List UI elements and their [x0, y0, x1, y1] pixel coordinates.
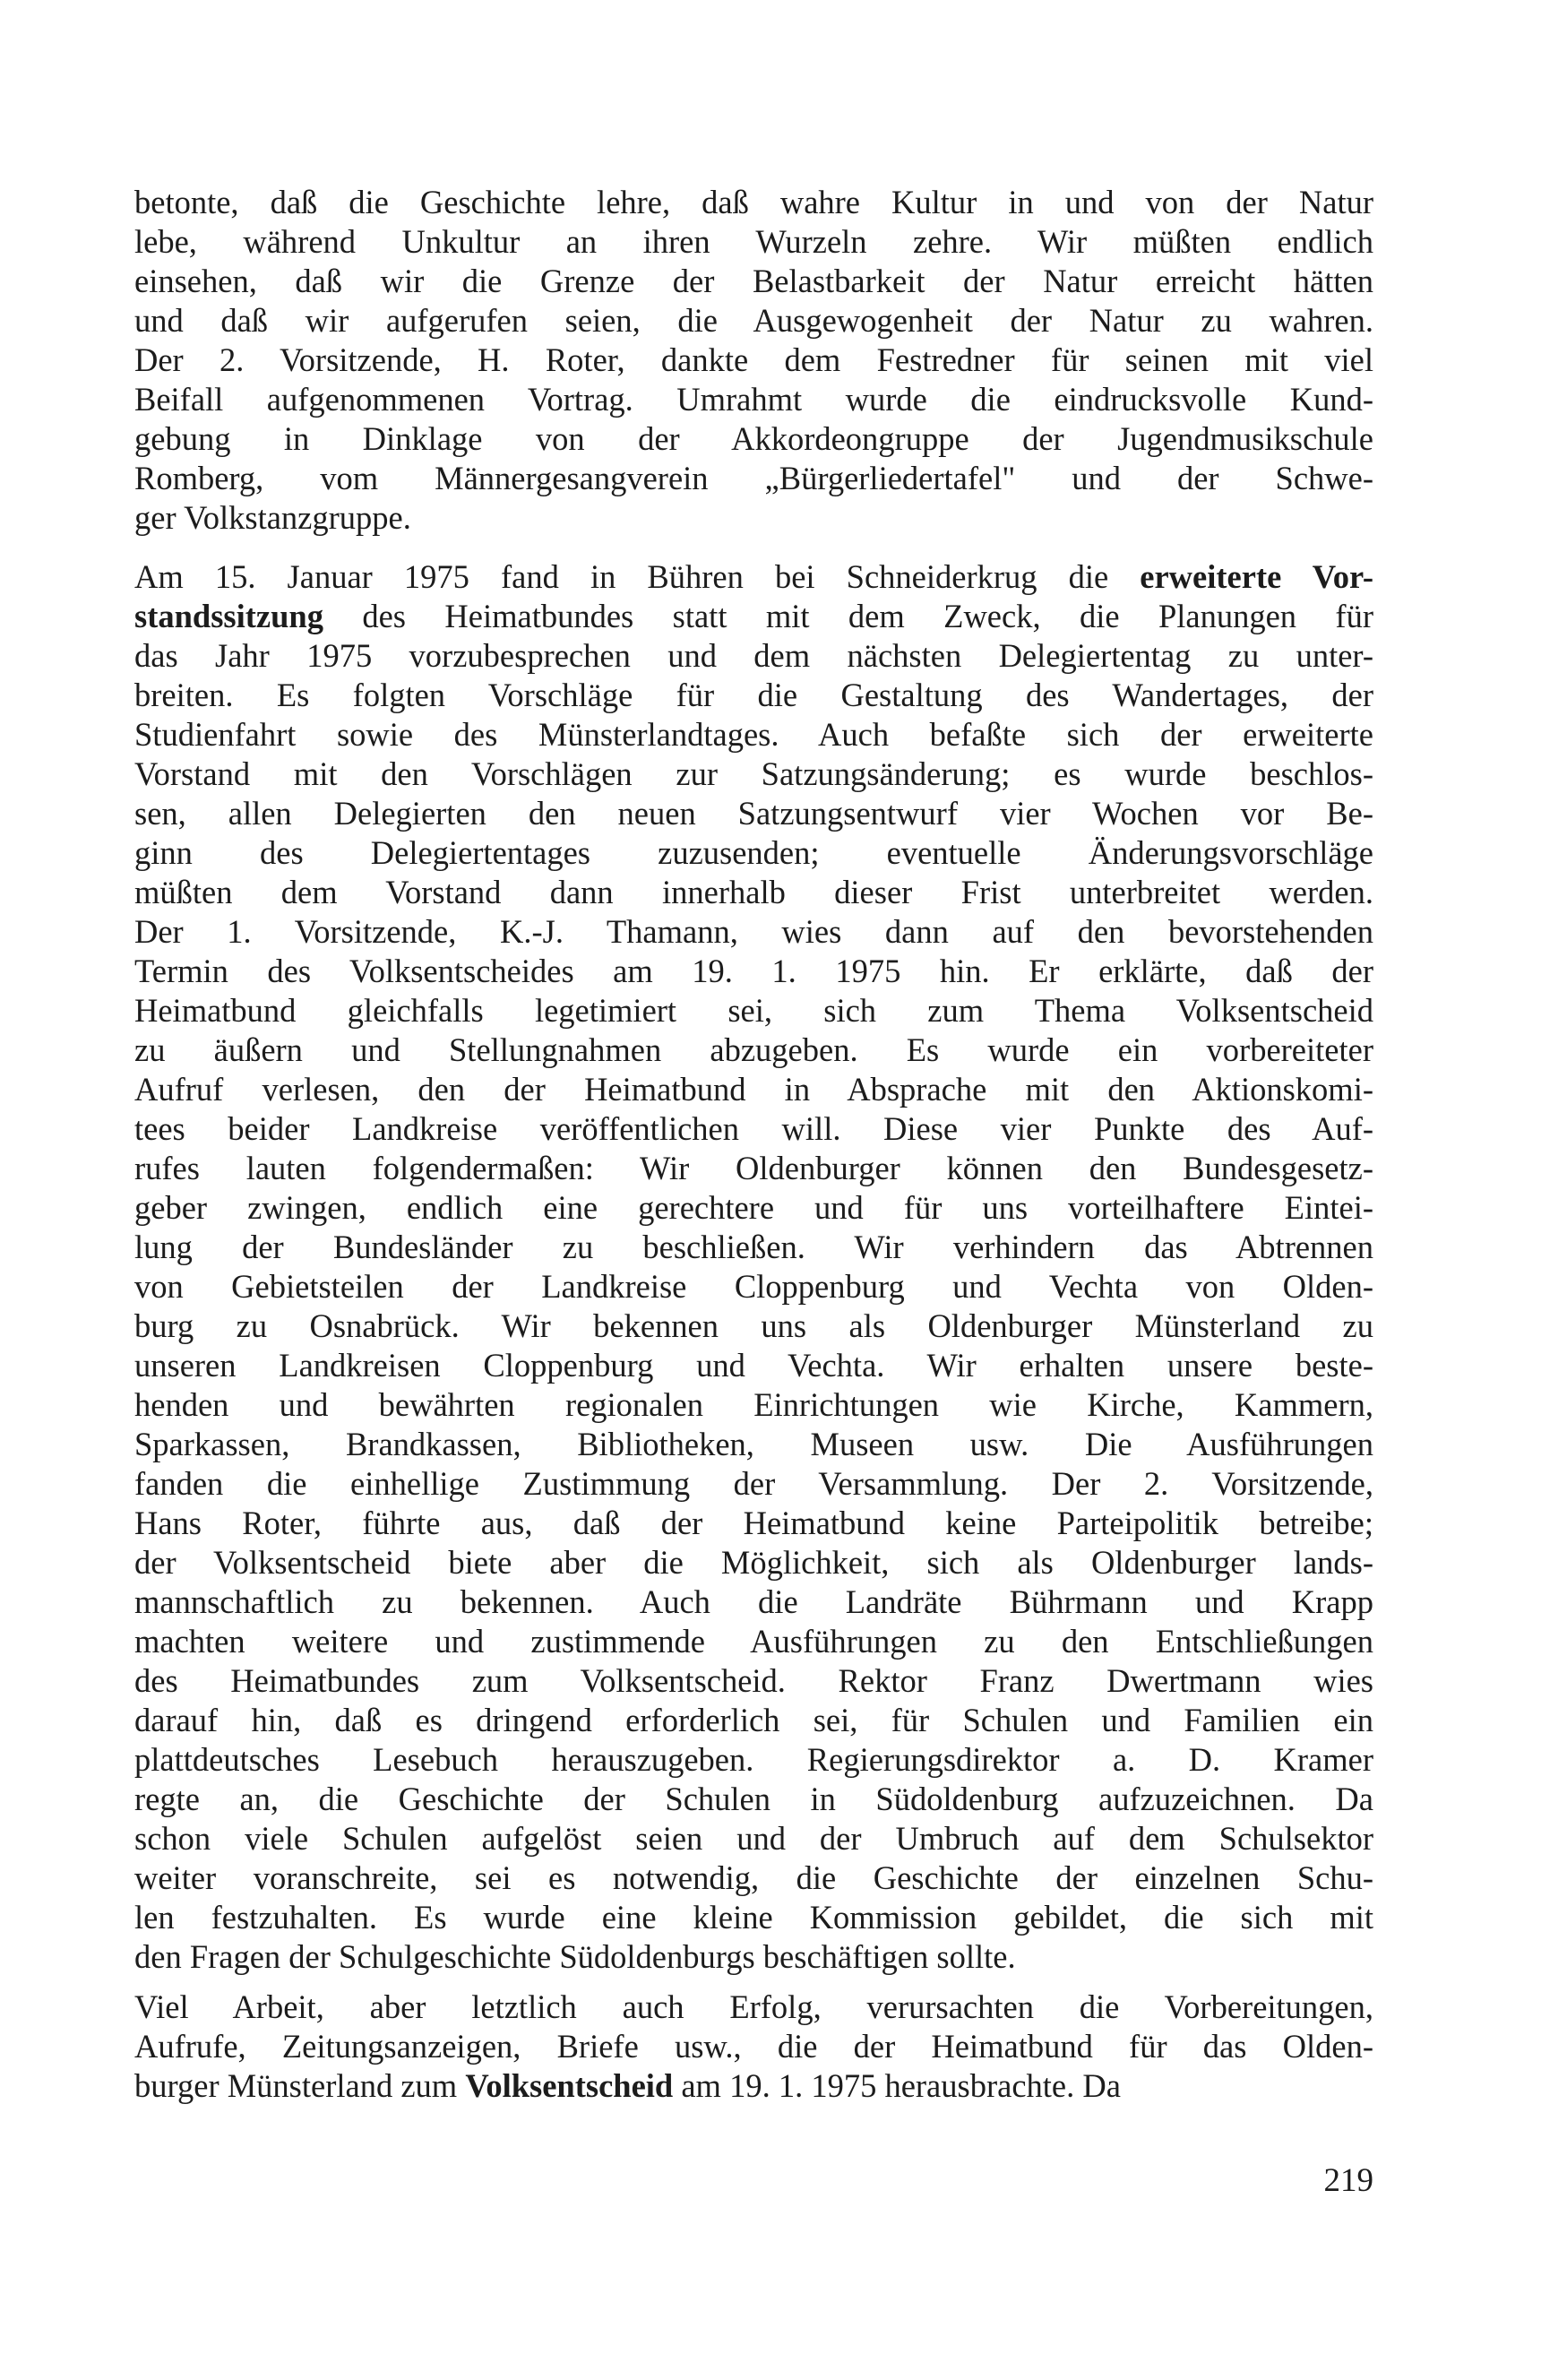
text-line	[134, 1858, 1373, 1898]
text-span: weiter voranschreite, sei es notwendig, die Geschichte der einzelnen Schu-	[134, 1859, 1373, 1896]
text-line	[134, 341, 1373, 380]
text-line	[134, 498, 1373, 538]
text-line	[134, 912, 1373, 952]
text-line	[134, 1937, 1373, 1977]
text-span: Am 15. Januar 1975 fand in Bühren bei Schneiderkrug die	[134, 558, 1141, 595]
text-span: burg zu Osnabrück. Wir bekennen uns als Oldenburger Münsterland zu	[134, 1307, 1373, 1344]
text-span: sen, allen Delegierten den neuen Satzungsentwurf vier Wochen vor Be-	[134, 795, 1373, 832]
text-line	[134, 1898, 1373, 1937]
text-span: zu äußern und Stellungnahmen abzugeben. Es wurde ein vorbereiteter	[134, 1031, 1373, 1068]
text-span: müßten dem Vorstand dann innerhalb dieser Frist unterbreitet werden.	[134, 874, 1373, 910]
text-line	[134, 1306, 1373, 1346]
text-span: burger Münsterland zum	[134, 2067, 466, 2104]
text-line	[134, 1385, 1373, 1425]
text-span: das Jahr 1975 vorzubesprechen und dem nächsten Delegiertentag zu unter-	[134, 637, 1373, 674]
text-line	[134, 1988, 1373, 2027]
text-line	[134, 1622, 1373, 1661]
text-span: unseren Landkreisen Cloppenburg und Vechta. Wir erhalten unsere beste-	[134, 1347, 1373, 1384]
text-span: von Gebietsteilen der Landkreise Cloppenburg und Vechta von Olden-	[134, 1268, 1373, 1305]
text-line	[134, 459, 1373, 498]
text-span: des Heimatbundes statt mit dem Zweck, die Planungen für	[323, 598, 1373, 634]
text-line	[134, 1070, 1373, 1109]
paragraph	[134, 557, 1373, 1977]
text-span: Romberg, vom Männergesangverein „Bürgerliedertafel" und der Schwe-	[134, 460, 1373, 496]
text-line	[134, 755, 1373, 794]
text-span: und daß wir aufgerufen seien, die Ausgewogenheit der Natur zu wahren.	[134, 302, 1373, 339]
bold-text: standssitzung	[134, 598, 323, 634]
text-span: machten weitere und zustimmende Ausführungen zu den Entschließungen	[134, 1623, 1373, 1660]
text-line	[134, 1780, 1373, 1819]
bold-text: Volksentscheid	[465, 2067, 674, 2104]
text-span: Der 2. Vorsitzende, H. Roter, dankte dem Festredner für seinen mit viel	[134, 341, 1373, 378]
text-line	[134, 1149, 1373, 1188]
text-span: ger Volkstanzgruppe.	[134, 499, 411, 536]
text-line	[134, 557, 1373, 597]
text-span: den Fragen der Schulgeschichte Südoldenburgs beschäftigen sollte.	[134, 1938, 1016, 1975]
text-line	[134, 380, 1373, 419]
text-span: Heimatbund gleichfalls legetimiert sei, sich zum Thema Volksentscheid	[134, 992, 1373, 1029]
text-line	[134, 1701, 1373, 1740]
text-span: Aufruf verlesen, den der Heimatbund in Absprache mit den Aktionskomi-	[134, 1071, 1373, 1108]
text-line	[134, 183, 1373, 222]
text-span: len festzuhalten. Es wurde eine kleine Kommission gebildet, die sich mit	[134, 1899, 1373, 1936]
text-span: schon viele Schulen aufgelöst seien und der Umbruch auf dem Schulsektor	[134, 1820, 1373, 1857]
text-line	[134, 2027, 1373, 2066]
text-line	[134, 794, 1373, 833]
text-span: rufes lauten folgendermaßen: Wir Oldenburger können den Bundesgesetz-	[134, 1150, 1373, 1186]
text-span: lebe, während Unkultur an ihren Wurzeln zehre. Wir müßten endlich	[134, 223, 1373, 260]
text-line	[134, 1543, 1373, 1582]
text-line	[134, 1740, 1373, 1780]
text-line	[134, 1661, 1373, 1701]
text-line	[134, 1030, 1373, 1070]
text-span: Studienfahrt sowie des Münsterlandtages. Auch befaßte sich der erweiterte	[134, 716, 1373, 753]
text-line	[134, 419, 1373, 459]
text-span: gebung in Dinklage von der Akkordeongruppe der Jugendmusikschule	[134, 420, 1373, 457]
text-span: am 19. 1. 1975 herausbrachte. Da	[673, 2067, 1121, 2104]
text-span: henden und bewährten regionalen Einrichtungen wie Kirche, Kammern,	[134, 1386, 1373, 1423]
paragraph	[134, 183, 1373, 538]
text-span: Aufrufe, Zeitungsanzeigen, Briefe usw., die der Heimatbund für das Olden-	[134, 2028, 1373, 2065]
text-line	[134, 1464, 1373, 1504]
text-line	[134, 1267, 1373, 1306]
text-line	[134, 636, 1373, 676]
text-line	[134, 991, 1373, 1030]
text-line	[134, 1228, 1373, 1267]
text-span: Der 1. Vorsitzende, K.-J. Thamann, wies dann auf den bevorstehenden	[134, 913, 1373, 950]
text-span: regte an, die Geschichte der Schulen in Südoldenburg aufzuzeichnen. Da	[134, 1781, 1373, 1817]
text-line	[134, 1109, 1373, 1149]
text-line	[134, 262, 1373, 301]
text-line	[134, 1188, 1373, 1228]
text-span: Sparkassen, Brandkassen, Bibliotheken, Museen usw. Die Ausführungen	[134, 1426, 1373, 1462]
text-span: breiten. Es folgten Vorschläge für die Gestaltung des Wandertages, der	[134, 677, 1373, 713]
text-line	[134, 676, 1373, 715]
text-line	[134, 1425, 1373, 1464]
text-line	[134, 1504, 1373, 1543]
text-span: des Heimatbundes zum Volksentscheid. Rektor Franz Dwertmann wies	[134, 1662, 1373, 1699]
text-line	[134, 1346, 1373, 1385]
text-span: Termin des Volksentscheides am 19. 1. 1975 hin. Er erklärte, daß der	[134, 953, 1373, 989]
text-line	[134, 833, 1373, 873]
text-span: lung der Bundesländer zu beschließen. Wir verhindern das Abtrennen	[134, 1229, 1373, 1265]
text-span: der Volksentscheid biete aber die Möglichkeit, sich als Oldenburger lands-	[134, 1544, 1373, 1581]
text-span: plattdeutsches Lesebuch herauszugeben. Regierungsdirektor a. D. Kramer	[134, 1741, 1373, 1778]
paragraph	[134, 1988, 1373, 2106]
text-span: Viel Arbeit, aber letztlich auch Erfolg, verursachten die Vorbereitungen,	[134, 1988, 1373, 2025]
text-span: ginn des Delegiertentages zuzusenden; eventuelle Änderungsvorschläge	[134, 834, 1373, 871]
text-span: Vorstand mit den Vorschlägen zur Satzungsänderung; es wurde beschlos-	[134, 755, 1373, 792]
text-line	[134, 952, 1373, 991]
text-span: fanden die einhellige Zustimmung der Versammlung. Der 2. Vorsitzende,	[134, 1465, 1373, 1502]
text-line	[134, 2066, 1373, 2106]
text-span: geber zwingen, endlich eine gerechtere und für uns vorteilhaftere Eintei-	[134, 1189, 1373, 1226]
text-span: tees beider Landkreise veröffentlichen will. Diese vier Punkte des Auf-	[134, 1110, 1373, 1147]
bold-text: erweiterte Vor-	[1140, 558, 1373, 595]
text-line	[134, 1582, 1373, 1622]
text-line	[134, 873, 1373, 912]
text-line	[134, 1819, 1373, 1858]
text-span: Beifall aufgenommenen Vortrag. Umrahmt wurde die eindrucksvolle Kund-	[134, 381, 1373, 418]
text-span: betonte, daß die Geschichte lehre, daß wahre Kultur in und von der Natur	[134, 184, 1373, 220]
text-line	[134, 222, 1373, 262]
text-line	[134, 715, 1373, 755]
text-line	[134, 301, 1373, 341]
text-span: Hans Roter, führte aus, daß der Heimatbund keine Parteipolitik betreibe;	[134, 1505, 1373, 1541]
page-number: 219	[1323, 2162, 1373, 2199]
text-span: darauf hin, daß es dringend erforderlich sei, für Schulen und Familien ein	[134, 1702, 1373, 1738]
text-span: mannschaftlich zu bekennen. Auch die Landräte Bührmann und Krapp	[134, 1583, 1373, 1620]
text-line	[134, 597, 1373, 636]
text-span: einsehen, daß wir die Grenze der Belastbarkeit der Natur erreicht hätten	[134, 263, 1373, 299]
